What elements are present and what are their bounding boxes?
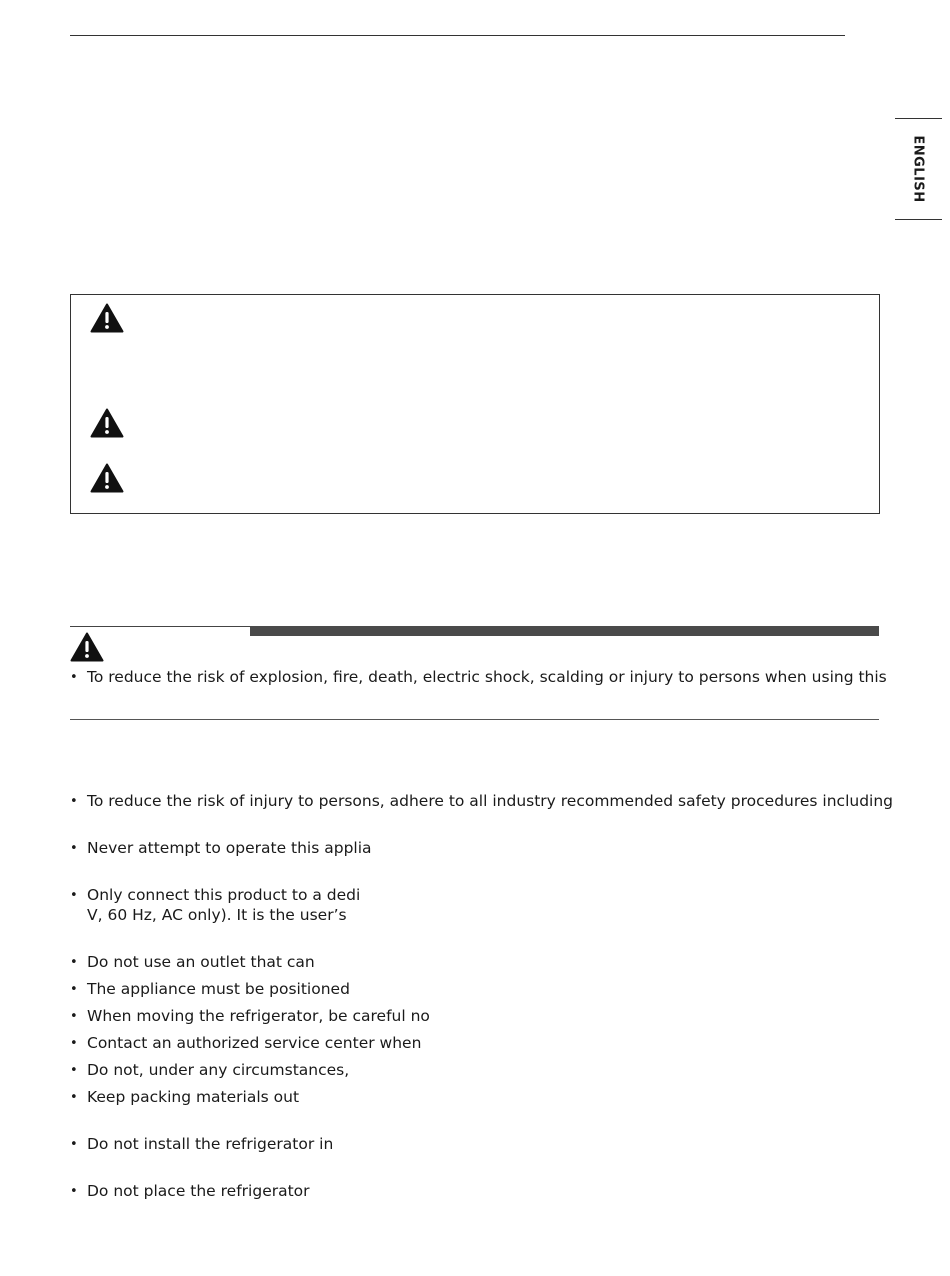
language-tab [895,118,942,220]
safety-signal-box [70,294,880,514]
warning-triangle-icon [90,408,124,438]
header-rule [70,35,845,36]
section-divider-rule [70,719,879,720]
list-item-text: When moving the refrigerator, be careful no [87,1007,430,1025]
section-header-thin-rule [70,626,250,627]
list-item-text: Do not use an outlet that can [87,953,315,971]
bullet-dot: • [70,888,78,903]
list-item [70,952,315,973]
bullet-dot: • [70,1036,78,1051]
warning-triangle-icon [90,463,124,493]
list-item-text: Contact an authorized service center when [87,1034,422,1052]
section-header-thick-bar [250,626,879,636]
bullet-dot: • [70,955,78,970]
list-item [70,791,893,812]
warning-triangle-icon [70,632,104,662]
list-item [70,979,350,1000]
list-item [70,1087,299,1108]
list-item-text: Keep packing materials out [87,1088,300,1106]
list-item [70,1033,421,1054]
bullet-dot: • [70,1184,78,1199]
list-item [70,1060,349,1081]
list-item-text: Only connect this product to a dedi [87,886,361,904]
bullet-dot: • [70,1063,78,1078]
list-item [70,1006,430,1027]
bullet-dot: • [70,1090,78,1105]
section-header-bar [70,626,879,636]
intro-bullet [70,667,887,688]
list-item [70,885,360,906]
warning-triangle-icon [90,303,124,333]
bullet-dot: • [70,794,78,809]
list-item-text: The appliance must be positioned [87,980,350,998]
intro-bullet-text: To reduce the risk of explosion, fire, death, electric shock, scalding or injury to persons when using this [87,668,887,686]
list-item-text: Do not, under any circumstances, [87,1061,350,1079]
list-item-continuation: V, 60 Hz, AC only). It is the user’s [87,906,347,924]
list-item-text: Do not place the refrigerator [87,1182,310,1200]
bullet-dot: • [70,1009,78,1024]
list-item [70,1181,310,1202]
list-item [70,1134,333,1155]
list-item-text: To reduce the risk of injury to persons, adhere to all industry recommended safety procedures including [87,792,894,810]
list-item [70,838,372,859]
bullet-dot: • [70,841,78,856]
list-item-text: Do not install the refrigerator in [87,1135,334,1153]
language-tab-label: ENGLISH [910,135,926,203]
list-item-text: Never attempt to operate this applia [87,839,372,857]
bullet-dot: • [70,982,78,997]
bullet-dot: • [70,1137,78,1152]
bullet-dot: • [70,670,78,685]
